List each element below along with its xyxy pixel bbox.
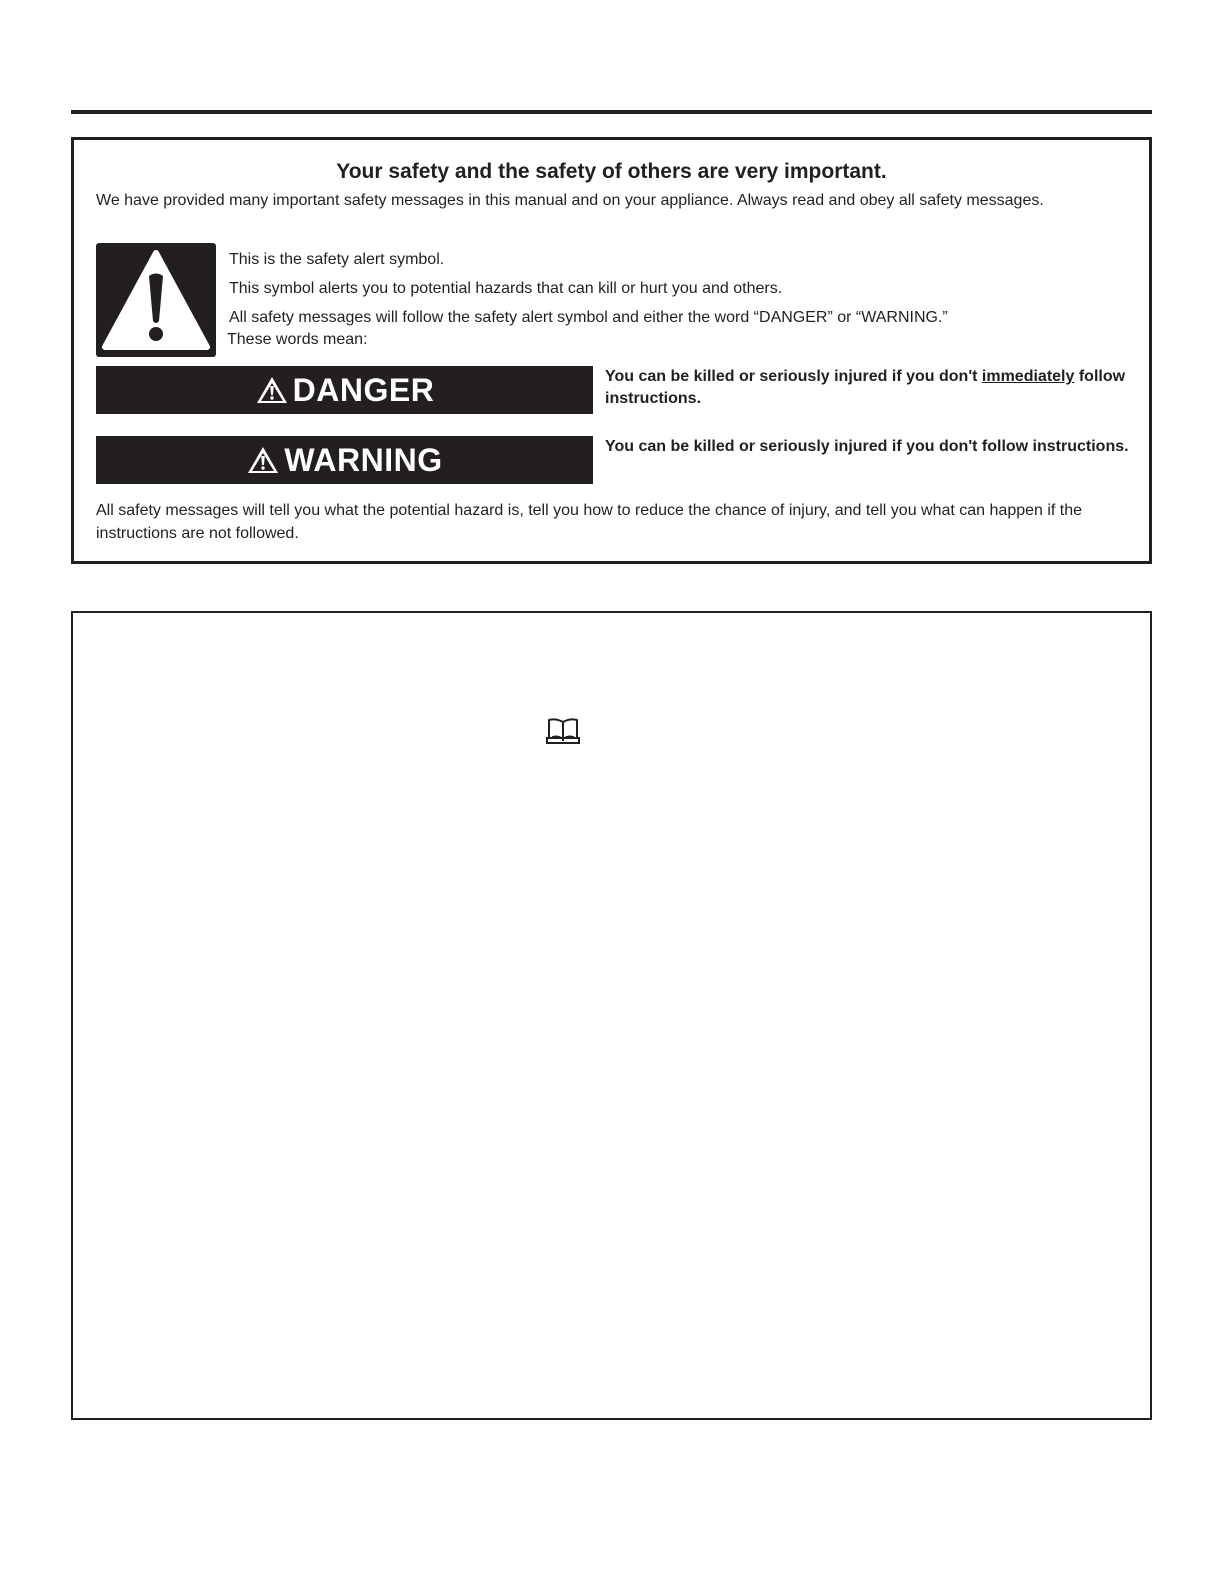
danger-desc-emphasis: immediately	[981, 368, 1075, 385]
safety-heading: Your safety and the safety of others are very important.	[336, 160, 887, 183]
closing-text: All safety messages will tell you what the potential hazard is, tell you how to reduce the chance of injury, and tell you what can happen if the instructions are not followed.	[96, 502, 1083, 542]
warning-description: You can be killed or seriously injured if you don't follow instructions.	[605, 438, 1129, 455]
warning-alert-icon	[246, 445, 280, 475]
intro-text: We have provided many important safety messages in this manual and on your appliance. Always read and obey all safety messages.	[96, 192, 1044, 209]
danger-word: DANGER	[292, 371, 435, 408]
alert-line-words-mean: These words mean:	[227, 331, 368, 348]
danger-alert-icon	[255, 375, 289, 405]
instructions-box	[71, 611, 1152, 1420]
top-rule	[71, 110, 1152, 114]
alert-line-hazards: This symbol alerts you to potential hazards that can kill or hurt you and others.	[229, 280, 783, 297]
alert-line-symbol: This is the safety alert symbol.	[229, 251, 445, 268]
warning-word: WARNING	[284, 441, 443, 478]
safety-information-box	[71, 137, 1152, 564]
danger-signal-bar	[96, 366, 593, 414]
safety-alert-symbol-icon	[96, 243, 216, 357]
danger-desc-after: follow instructions.	[605, 368, 1126, 407]
danger-desc-before: You can be killed or seriously injured if you don't	[605, 368, 982, 385]
danger-description	[605, 366, 1135, 410]
warning-signal-bar	[96, 436, 593, 484]
alert-line-follow: All safety messages will follow the safety alert symbol and either the word “DANGER” or “WARNING.”	[229, 309, 948, 326]
book-icon	[546, 717, 580, 745]
